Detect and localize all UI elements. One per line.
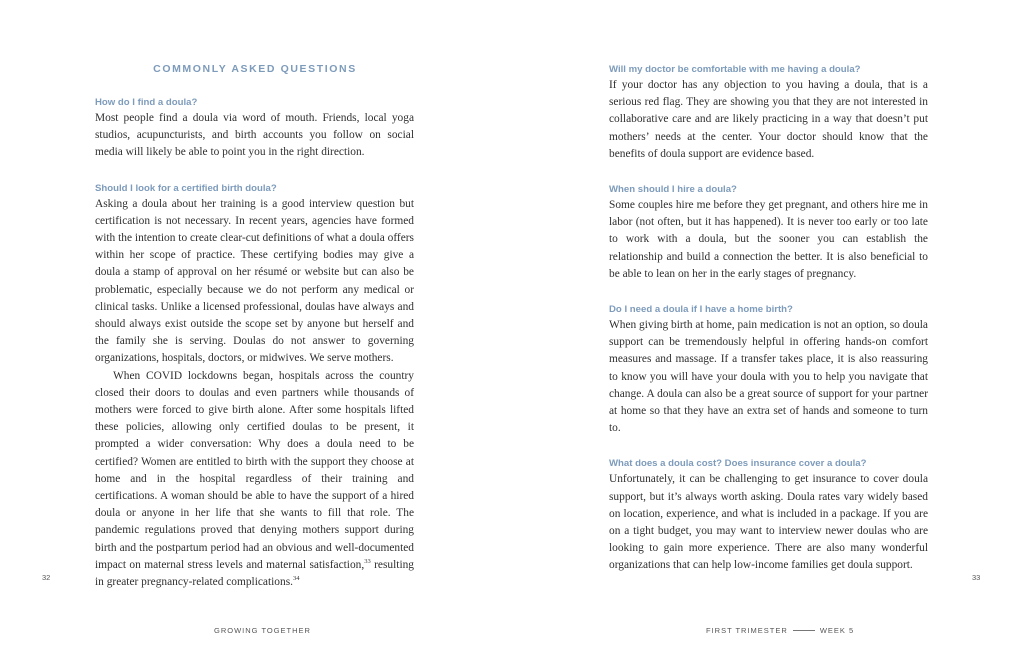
answer-doula-cost: Unfortunately, it can be challenging to get insurance to cover doula support, but it’s always worth asking. Doula rates vary widely based on location, experience, and what is included in a package. If you are on a tight budget, you may want to interview newer doulas who are looking to gain more experience. There are also many wonderful organizations that can help low-income families get doula support. [609, 473, 928, 572]
running-footer-left: GROWING TOGETHER [214, 626, 311, 635]
answer-find-doula: Most people find a doula via word of mouth. Friends, local yoga studios, acupuncturists, and birth accounts you follow on social media will likely be able to point you in the right direction. [95, 112, 414, 159]
left-column [95, 96, 414, 591]
footer-divider-rule [793, 630, 815, 631]
question-find-doula: How do I find a doula? [95, 97, 198, 108]
running-footer-right [706, 626, 854, 635]
answer-when-hire: Some couples hire me before they get pregnant, and others hire me in labor (not often, but it has happened). It is never too early or too late to work with a doula, but the sooner you can establish the relationship and build a connection the better. It is also beneficial to be able to lean on her in the early stages of pregnancy. [609, 199, 928, 280]
answer-doctor-comfortable: If your doctor has any objection to you having a doula, that is a serious red flag. They are showing you that they are not interested in collaborative care and are likely practicing in a way that doesn’t put mothers’ needs at the center. Your doctor should know that the benefits of doula support are evidence based. [609, 79, 928, 160]
question-when-hire: When should I hire a doula? [609, 184, 737, 196]
footnote-ref-33[interactable]: 33 [364, 558, 371, 566]
answer-certified-doula-p2-end: resulting in greater pregnancy-related complications. [95, 558, 415, 589]
running-footer-chapter: FIRST TRIMESTER [706, 626, 788, 635]
page-number-right: 33 [972, 573, 981, 582]
answer-certified-doula-p2-text: When COVID lockdowns began, hospitals across the country closed their doors to doulas and even partners while thousands of mothers were forced to give birth alone. After some hospitals lifted these policies, allowing only certified doulas to be present, it prompted a wider conversation: Why does a doula need to be certified? Women are entitled to birth with the support they choose at home and in the hospital regardless of their training and certifications. A woman should be able to have the support of a hired doula or anyone in her life that she wants to fill that role. The pandemic regulations proved that denying mothers support during birth and the postpartum period had an obvious and well-documented impact on maternal stress levels and maternal satisfaction, [95, 369, 414, 571]
question-doula-cost: What does a doula cost? Does insurance cover a doula? [609, 458, 867, 470]
page-number-left: 32 [42, 573, 51, 582]
footnote-ref-34[interactable]: 34 [292, 575, 300, 583]
right-page [512, 0, 1024, 654]
right-column [609, 63, 928, 575]
section-title: COMMONLY ASKED QUESTIONS [153, 63, 357, 75]
running-footer-week: WEEK 5 [819, 626, 855, 635]
question-home-birth: Do I need a doula if I have a home birth? [609, 304, 793, 316]
answer-certified-doula-p2 [95, 368, 414, 592]
question-doctor-comfortable: Will my doctor be comfortable with me having a doula? [609, 64, 861, 75]
answer-home-birth: When giving birth at home, pain medication is not an option, so doula support can be tremendously helpful in offering hands-on comfort measures and massage. If a transfer takes place, it is also reassuring to know you will have your doula with you to help you navigate that change. A doula can also be a great source of support for your partner at home so that they have an extra set of hands and someone to turn to. [609, 319, 928, 435]
answer-certified-doula-p1: Asking a doula about her training is a good interview question but certification is not necessary. In recent years, agencies have formed with the intention to create clear-cut definitions of what a doula offers within her scope of practice. These certifying bodies may give a doula a stamp of approval on her résumé or website but can also be problematic, especially because we do not perform any medical or clinical tasks. Unlike a licensed professional, doulas have always and should always exist outside the scope set by anyone but herself and the family she is serving. Doulas do not answer to governing organizations, hospitals, doctors, or midwives. We serve mothers. [95, 197, 414, 365]
question-certified-doula: Should I look for a certified birth doula? [95, 182, 277, 194]
